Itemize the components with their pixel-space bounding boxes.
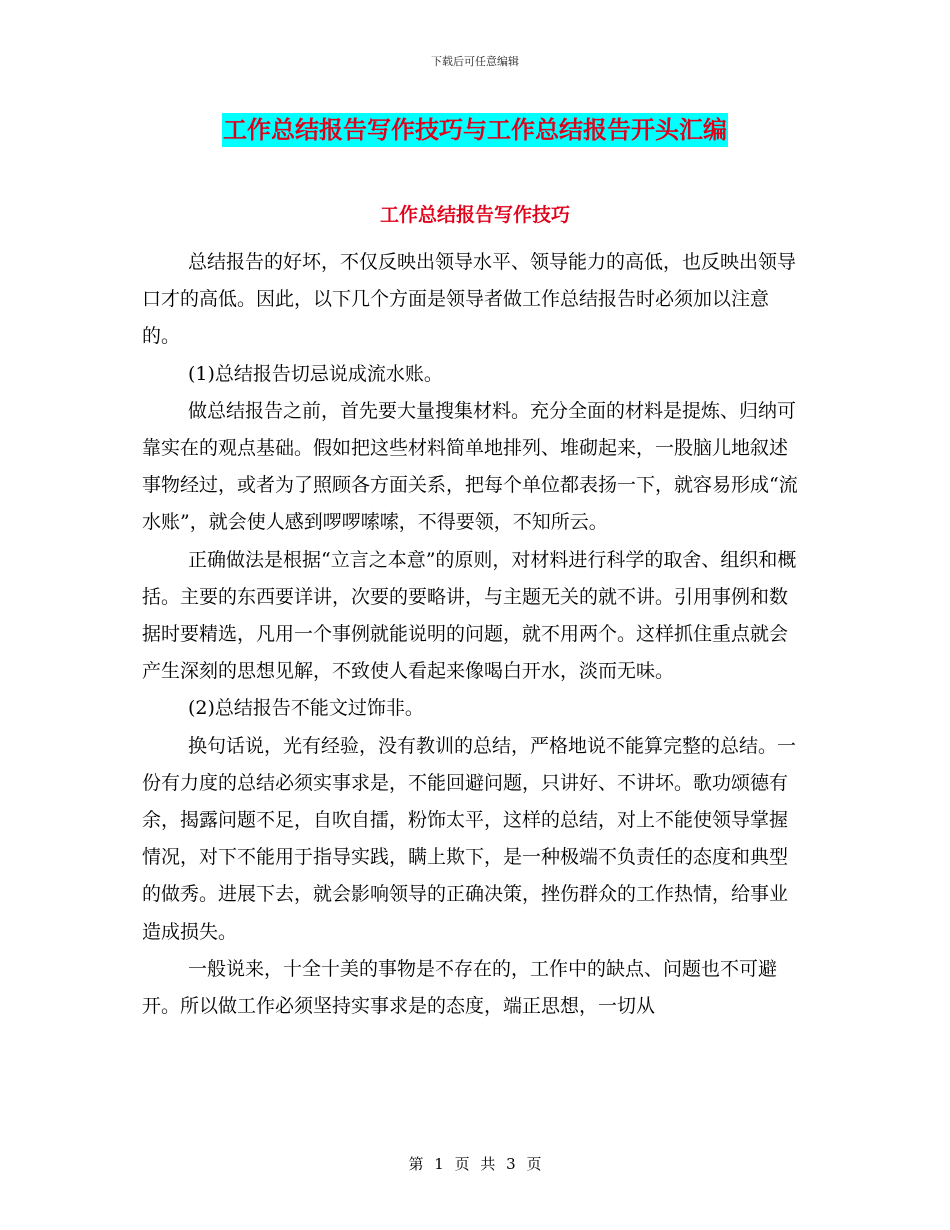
section-title: 工作总结报告写作技巧 xyxy=(379,204,570,226)
paragraph-intro: 总结报告的好坏，不仅反映出领导水平、领导能力的高低，也反映出领导口才的高低。因此，以下几个方面是领导者做工作总结报告时必须加以注意的。 xyxy=(142,251,797,348)
paragraph-general: 一般说来，十全十美的事物是不存在的，工作中的缺点、问题也不可避开。所以做工作必须坚持实事求是的态度，端正思想，一切从 xyxy=(142,957,778,1018)
document-body xyxy=(142,244,802,1025)
document-title: 工作总结报告写作技巧与工作总结报告开头汇编 xyxy=(222,113,728,147)
paragraph-point-2-body: 换句话说，光有经验，没有教训的总结，严格地说不能算完整的总结。一份有力度的总结必须实事求是，不能回避问题，只讲好、不讲坏。歌功颂德有余，揭露问题不足，自吹自擂，粉饰太平，这样的总结，对上不能使领导掌握情况，对下不能用于指导实践，瞒上欺下，是一种极端不负责任的态度和典型的做秀。进展下去，就会影响领导的正确决策，挫伤群众的工作热情，给事业造成损失。 xyxy=(142,734,797,943)
page-footer: 第 1 页 共 3 页 xyxy=(408,1155,542,1173)
paragraph-correct-method: 正确做法是根据“立言之本意”的原则，对材料进行科学的取舍、组织和概括。主要的东西要详讲，次要的要略讲，与主题无关的就不讲。引用事例和数据时要精选，凡用一个事例就能说明的问题，就不用两个。这样抓住重点就会产生深刻的思想见解，不致使人看起来像喝白开水，淡而无味。 xyxy=(142,548,797,683)
paragraph-point-2-heading: (2)总结报告不能文过饰非。 xyxy=(188,697,424,720)
header-note: 下载后可任意编辑 xyxy=(431,55,519,68)
paragraph-point-1-body: 做总结报告之前，首先要大量搜集材料。充分全面的材料是提炼、归纳可靠实在的观点基础。假如把这些材料简单地排列、堆砌起来，一股脑儿地叙述事物经过，或者为了照顾各方面关系，把每个单位都表扬一下，就容易形成“流水账”，就会使人感到啰啰嗦嗦，不得要领，不知所云。 xyxy=(142,399,798,534)
paragraph-point-1-heading: (1)总结报告切忌说成流水账。 xyxy=(188,362,443,385)
